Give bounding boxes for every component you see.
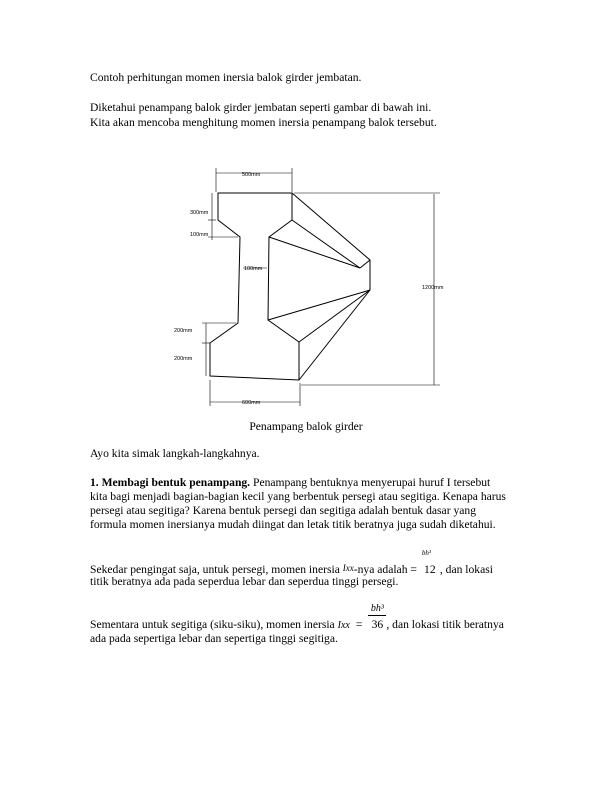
rect-note-symbol: Ixx xyxy=(342,563,354,573)
step1-line-1 xyxy=(90,476,490,490)
step1-text-1: Penampang bentuknya menyerupai huruf I tersebut xyxy=(250,476,491,489)
intro-line-1: Contoh perhitungan momen inersia balok girder jembatan. xyxy=(90,71,362,84)
step1-heading: 1. Membagi bentuk penampang. xyxy=(90,476,251,489)
dim-bottom-width: 600mm xyxy=(242,400,261,406)
dim-web: 100mm xyxy=(244,266,263,272)
dim-top-width: 500mm xyxy=(242,172,261,178)
dim-height: 1200mm xyxy=(422,285,444,291)
step1-line-4: formula momen inersianya mudah diingat dan letak titik beratnya juga sudah diketahui. xyxy=(90,518,496,531)
tri-note-line-2: ada pada sepertiga lebar dan sepertiga tinggi segitiga. xyxy=(90,632,338,645)
intro-line-3: Kita akan mencoba menghitung momen inersia penampang balok tersebut. xyxy=(90,116,437,129)
rect-note-formula xyxy=(420,549,440,577)
steps-intro: Ayo kita simak langkah-langkahnya. xyxy=(90,447,260,460)
rect-note-mid: -nya adalah = xyxy=(353,563,420,576)
girder-depth-edges xyxy=(292,193,370,380)
tri-note-suffix: , dan lokasi titik beratnya xyxy=(386,618,504,631)
tri-note-line-1 xyxy=(90,603,504,633)
step1-line-3: persegi atau segitiga? Karena bentuk persegi dan segitiga adalah bentuk dasar yang xyxy=(90,504,476,517)
dim-bottom-taper: 200mm xyxy=(174,328,193,334)
rect-note-suffix: , dan lokasi xyxy=(439,563,493,576)
tri-formula-denominator: 36 xyxy=(371,618,384,631)
intro-line-2: Diketahui penampang balok girder jembatan seperti gambar di bawah ini. xyxy=(90,101,432,114)
rect-formula-denominator: 12 xyxy=(424,563,436,576)
girder-figure xyxy=(170,160,460,410)
tri-note-equals: = xyxy=(355,618,363,631)
dim-top-taper: 100mm xyxy=(190,232,209,238)
step1-line-2: kita bagi menjadi bagian-bagian kecil yang berbentuk persegi atau segitiga. Kenapa harus xyxy=(90,490,506,503)
rect-formula-numerator: bh³ xyxy=(421,549,431,557)
dim-top-flange: 300mm xyxy=(190,210,209,216)
figure-caption: Penampang balok girder xyxy=(249,420,363,433)
tri-note-symbol: Ixx xyxy=(337,620,350,631)
girder-front-face xyxy=(210,193,299,380)
tri-note-formula xyxy=(368,603,386,632)
tri-note-prefix: Sementara untuk segitiga (siku-siku), momen inersia xyxy=(90,618,338,631)
tri-formula-numerator: bh³ xyxy=(368,603,386,616)
rect-note-line-2: titik beratnya ada pada seperdua lebar dan seperdua tinggi persegi. xyxy=(90,575,399,588)
rect-note-prefix: Sekedar pengingat saja, untuk persegi, momen inersia xyxy=(90,563,343,576)
dim-bottom-flange: 200mm xyxy=(174,356,193,362)
